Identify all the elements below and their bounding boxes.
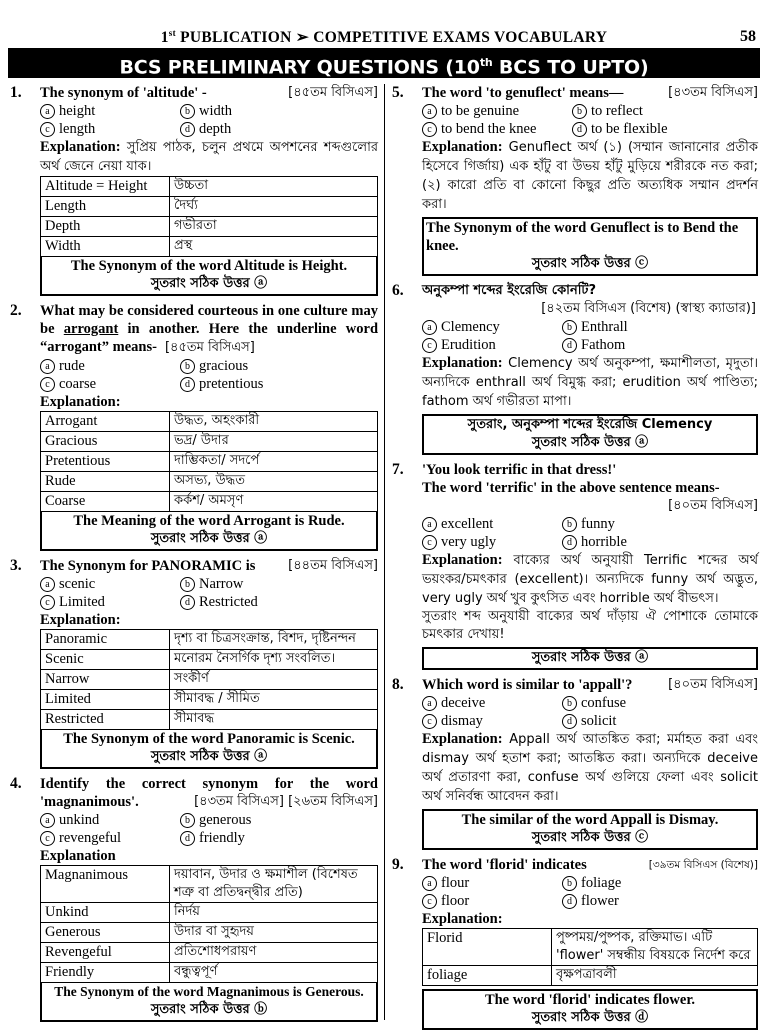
vocab-table — [422, 928, 758, 986]
option-a: a flour — [422, 874, 562, 892]
option-b: b foliage — [562, 874, 758, 892]
option-c: c Limited — [40, 593, 180, 611]
table-row: Altitude = Height উচ্চতা — [41, 177, 378, 197]
question-text: The Synonym for PANORAMIC is [৪৪তম বিসিএস] — [40, 558, 378, 574]
answer-box: The Synonym of the word Genuflect is to Bend the knee. সুতরাং সঠিক উত্তর ⓒ — [422, 217, 758, 276]
table-row: Gracious ভদ্র/ উদার — [41, 432, 378, 452]
option-b: b gracious — [180, 357, 378, 375]
option-d: d horrible — [562, 533, 758, 551]
question-number: 8. — [392, 676, 404, 693]
question-1 — [10, 84, 378, 296]
answer-box: The similar of the word Appall is Dismay. সুতরাং সঠিক উত্তর ⓒ — [422, 809, 758, 850]
vocab-table — [40, 865, 378, 983]
table-row: Coarse কর্কশ/ অমসৃণ — [41, 492, 378, 512]
option-a: a unkind — [40, 811, 180, 829]
table-row: Generous উদার বা সুহৃদয় — [41, 923, 378, 943]
question-4 — [10, 775, 378, 1022]
question-5 — [392, 84, 758, 276]
exam-source: [৪০তম বিসিএস] — [668, 677, 758, 692]
exam-source: [৪০তম বিসিএস] — [668, 498, 758, 513]
options — [392, 874, 758, 910]
option-a: a excellent — [422, 515, 562, 533]
page-number: 58 — [740, 28, 756, 45]
question-number: 9. — [392, 856, 404, 873]
running-header: 1st PUBLICATION ➢ COMPETITIVE EXAMS VOCABULARY — [160, 28, 608, 47]
table-row: Length দৈর্ঘ্য — [41, 197, 378, 217]
explanation-label: Explanation: — [40, 612, 121, 628]
question-text: The word 'florid' indicates [৩৯তম বিসিএস (বিশেষ)] — [422, 857, 758, 873]
question-number: 2. — [10, 302, 22, 319]
option-b: b to reflect — [572, 102, 758, 120]
question-6 — [392, 282, 758, 455]
answer-box: The Synonym of the word Altitude is Height. সুতরাং সঠিক উত্তর ⓐ — [40, 257, 378, 296]
exam-source: [৪২তম বিসিএস (বিশেষ) (স্বাস্থ্য ক্যাডার)] — [541, 301, 756, 316]
option-d: d Fathom — [562, 336, 758, 354]
question-number: 4. — [10, 775, 22, 792]
options — [392, 102, 758, 138]
table-row: Rude অসভ্য, উদ্ধত — [41, 472, 378, 492]
question-text: অনুকম্পা শব্দের ইংরেজি কোনটি? — [422, 283, 597, 298]
vocab-table — [40, 411, 378, 512]
explanation-label: Explanation: — [40, 394, 121, 410]
option-c: c coarse — [40, 375, 180, 393]
answer-box: The word 'florid' indicates flower. সুতরাং সঠিক উত্তর ⓓ — [422, 989, 758, 1030]
explanation-label: Explanation — [40, 848, 116, 864]
options — [10, 102, 378, 138]
answer-box: The Synonym of the word Magnanimous is Generous. সুতরাং সঠিক উত্তর ⓑ — [40, 983, 378, 1022]
answer-box: সুতরাং সঠিক উত্তর ⓐ — [422, 647, 758, 670]
option-c: c revengeful — [40, 829, 180, 847]
question-2 — [10, 302, 378, 551]
question-text: The word 'to genuflect' means— [৪৩তম বিসিএস] — [422, 85, 758, 101]
option-b: b width — [180, 102, 378, 120]
vocab-table — [40, 176, 378, 257]
question-text: What may be considered courteous in one culture may be arrogant in another. Here the underline word “arrogant” means- [৪৫তম বিসিএস] — [40, 303, 379, 355]
question-number: 1. — [10, 84, 22, 101]
explanation-label: Explanation: — [422, 911, 503, 927]
option-a: a height — [40, 102, 180, 120]
option-c: c to bend the knee — [422, 120, 572, 138]
option-d: d solicit — [562, 712, 758, 730]
options — [392, 318, 758, 354]
option-d: d friendly — [180, 829, 378, 847]
question-text: 'You look terrific in that dress!' The word 'terrific' in the above sentence means- [৪০তম বিসিএস] — [422, 462, 758, 513]
exam-source: [৪৩তম বিসিএস] [২৬তম বিসিএস] — [194, 794, 378, 809]
question-number: 5. — [392, 84, 404, 101]
option-b: b confuse — [562, 694, 758, 712]
option-b: b funny — [562, 515, 758, 533]
table-row: Friendly বন্ধুত্বপূর্ণ — [41, 963, 378, 983]
exam-source: [৪৫তম বিসিএস] — [164, 340, 255, 355]
table-row: Pretentious দাম্ভিকতা/ সদর্পে — [41, 452, 378, 472]
option-d: d depth — [180, 120, 378, 138]
table-row: Arrogant উদ্ধত, অহংকারী — [41, 412, 378, 432]
table-row: Magnanimous দয়াবান, উদার ও ক্ষমাশীল (বিশেষত শত্রু বা প্রতিদ্বন্দ্বীর প্রতি) — [41, 866, 378, 903]
exam-source: [৩৯তম বিসিএস (বিশেষ)] — [648, 859, 758, 871]
option-c: c floor — [422, 892, 562, 910]
explanation: Explanation: Genuflect অর্থ (১) (সম্মান জানানোর প্রতীক হিসেবে গির্জায়) এক হাঁটু বা উভয় হাঁটু মুড়িয়ে শরীরকে নত করা; (২) কারো প্রতি বা কোনো কিছুর প্রতি অত্যধিক সম্মান প্রদর্শন করা। — [422, 139, 758, 212]
exam-source: [৪৫তম বিসিএস] — [288, 85, 378, 100]
option-c: c Erudition — [422, 336, 562, 354]
explanation-conclusion: সুতরাং শব্দ অনুযায়ী বাক্যের অর্থ দাঁড়ায় ঐ পোশাকে তোমাকে চমৎকার দেখায়! — [422, 609, 758, 642]
answer-box: The Synonym of the word Panoramic is Scenic. সুতরাং সঠিক উত্তর ⓐ — [40, 730, 378, 769]
page-header — [0, 0, 768, 46]
explanation: Explanation: Clemency অর্থ অনুকম্পা, ক্ষমাশীলতা, মৃদুতা। অন্যদিকে enthrall অর্থ বিমুগ্ধ করা; erudition অর্থ পাণ্ডিত্য; fathom অর্থ গভীরতা মাপা। — [422, 355, 758, 409]
question-number: 3. — [10, 557, 22, 574]
option-a: a to be genuine — [422, 102, 572, 120]
question-text: Identify the correct synonym for the word 'magnanimous'. [৪৩তম বিসিএস] [২৬তম বিসিএস] — [40, 776, 378, 810]
option-a: a deceive — [422, 694, 562, 712]
table-row: Depth গভীরতা — [41, 217, 378, 237]
question-3 — [10, 557, 378, 769]
options — [392, 694, 758, 730]
options — [10, 357, 378, 393]
table-row: Narrow সংকীর্ণ — [41, 670, 378, 690]
option-c: c length — [40, 120, 180, 138]
right-column — [392, 84, 758, 1036]
question-number: 7. — [392, 461, 404, 478]
table-row: Panoramic দৃশ্য বা চিত্রসংক্রান্ত, বিশদ, দৃষ্টিনন্দন — [41, 630, 378, 650]
question-text: Which word is similar to 'appall'? [৪০তম বিসিএস] — [422, 677, 758, 693]
table-row: Florid পুষ্পময়/পুষ্পক, রক্তিমাভ। এটি 'flower' সম্বন্ধীয় বিষয়কে নির্দেশ করে — [423, 929, 758, 966]
left-column — [10, 84, 378, 1028]
option-b: b Narrow — [180, 575, 378, 593]
explanation: Explanation: সুপ্রিয় পাঠক, চলুন প্রথমে অপশনের শব্দগুলোর অর্থ জেনে নেয়া যাক। — [40, 139, 378, 174]
options — [10, 575, 378, 611]
explanation: Explanation: Appall অর্থ আতঙ্কিত করা; মর্মাহত করা এবং dismay অর্থ হতাশ করা; আতঙ্কিত করা। অন্যদিকে deceive অর্থ প্রতারণা করা, confuse অর্থ গুলিয়ে ফেলা এবং solicit অর্থ সনির্বন্ধ আবেদন করা। — [422, 731, 758, 804]
option-b: b generous — [180, 811, 378, 829]
table-row: Limited সীমাবদ্ধ / সীমিত — [41, 690, 378, 710]
section-title: BCS PRELIMINARY QUESTIONS (10th BCS TO UPTO) — [8, 48, 760, 78]
answer-box: The Meaning of the word Arrogant is Rude. সুতরাং সঠিক উত্তর ⓐ — [40, 512, 378, 551]
question-9 — [392, 856, 758, 1030]
question-8 — [392, 676, 758, 850]
exam-source: [৪৩তম বিসিএস] — [668, 85, 758, 100]
table-row: Scenic মনোরম নৈসর্গিক দৃশ্য সংবলিত। — [41, 650, 378, 670]
table-row: Unkind নির্দয় — [41, 903, 378, 923]
question-text: The synonym of 'altitude' - [৪৫তম বিসিএস] — [40, 85, 378, 101]
explanation: Explanation: বাক্যের অর্থ অনুযায়ী Terrific শব্দের অর্থ ভয়ংকর/চমৎকার (excellent)। অন্যদিকে funny অর্থ অদ্ভুত, very ugly অর্থ খুব কুৎসিত এবং horrible অর্থ বীভৎস। — [422, 552, 758, 606]
table-row: foliage বৃক্ষপত্রাবলী — [423, 966, 758, 986]
option-c: c very ugly — [422, 533, 562, 551]
options — [392, 515, 758, 551]
exam-source: [৪৪তম বিসিএস] — [288, 558, 378, 573]
answer-box: সুতরাং, অনুকম্পা শব্দের ইংরেজি Clemency সুতরাং সঠিক উত্তর ⓐ — [422, 414, 758, 455]
option-c: c dismay — [422, 712, 562, 730]
question-number: 6. — [392, 282, 404, 299]
options — [10, 811, 378, 847]
table-row: Restricted সীমাবদ্ধ — [41, 710, 378, 730]
option-d: d pretentious — [180, 375, 378, 393]
table-row: Revengeful প্রতিশোধপরায়ণ — [41, 943, 378, 963]
option-a: a rude — [40, 357, 180, 375]
option-a: a scenic — [40, 575, 180, 593]
question-7 — [392, 461, 758, 670]
column-divider — [384, 84, 385, 1020]
option-d: d Restricted — [180, 593, 378, 611]
option-b: b Enthrall — [562, 318, 758, 336]
vocab-table — [40, 629, 378, 730]
option-d: d to be flexible — [572, 120, 758, 138]
option-d: d flower — [562, 892, 758, 910]
table-row: Width প্রস্থ — [41, 237, 378, 257]
option-a: a Clemency — [422, 318, 562, 336]
